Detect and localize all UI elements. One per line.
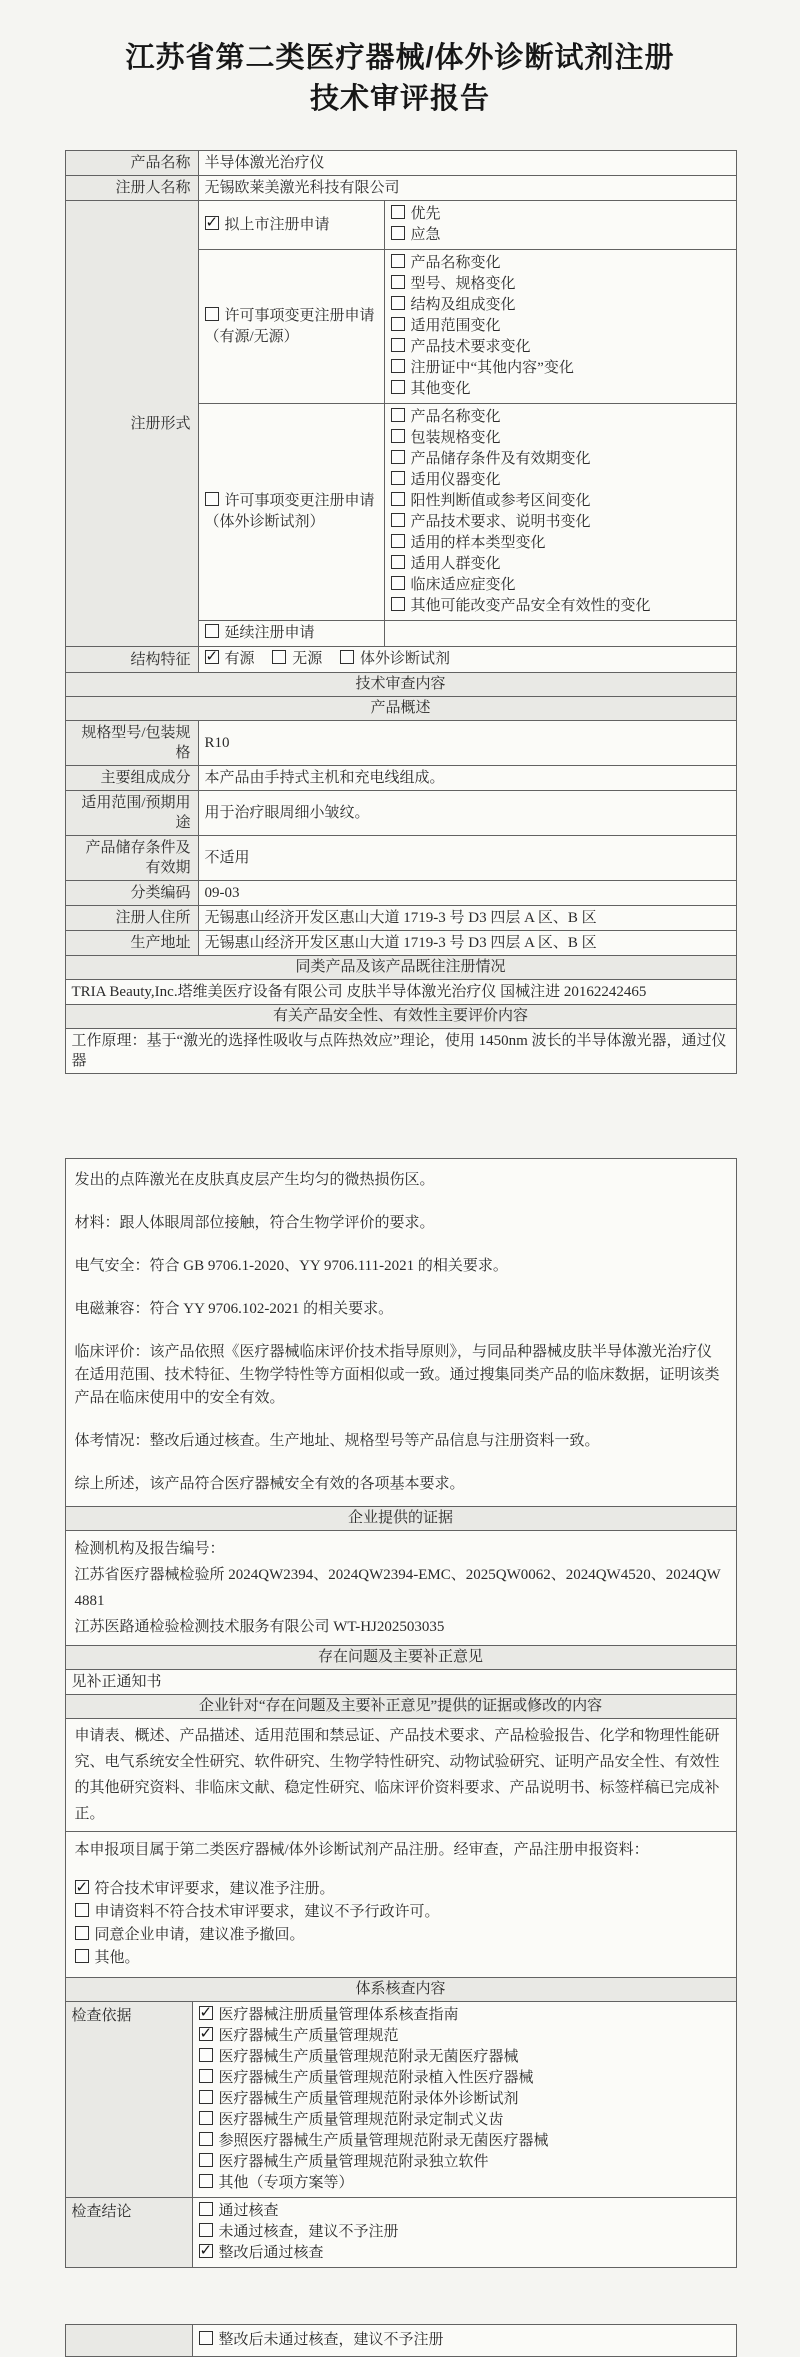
option-label: 产品名称变化 <box>410 409 501 425</box>
table-row <box>65 151 736 176</box>
checkbox-icon <box>199 2153 213 2167</box>
checkbox-icon <box>205 624 219 638</box>
checkbox-icon <box>391 576 405 590</box>
section-header: 存在问题及主要补正意见 <box>65 1646 736 1670</box>
option-label: 许可事项变更注册申请 <box>224 493 375 509</box>
registration-type-cell <box>198 201 384 250</box>
section-header-row <box>65 1978 736 2002</box>
option-label: 产品储存条件及有效期变化 <box>410 451 591 467</box>
checkbox-icon <box>391 254 405 268</box>
checkbox-item <box>391 554 730 575</box>
table-row <box>65 906 736 931</box>
option-label: 整改后通过核查 <box>218 2245 324 2261</box>
option-label-line2: （有源/无源） <box>204 328 299 345</box>
table-row-registration-form <box>65 201 736 250</box>
checkbox-icon <box>391 555 405 569</box>
checkbox-item <box>391 225 730 246</box>
section-header-row <box>65 697 736 721</box>
document-title-line2: 技术审评报告 <box>309 83 490 115</box>
checkbox-item <box>391 491 730 512</box>
option-label: 参照医疗器械生产质量管理规范附录无菌医疗器械 <box>218 2133 549 2149</box>
option-label: 有源 <box>224 651 255 667</box>
checkbox-icon <box>205 307 219 321</box>
option-label: 通过核查 <box>218 2203 279 2219</box>
checkbox-icon <box>199 2111 213 2125</box>
row-value: 无锡惠山经济开发区惠山大道 1719-3 号 D3 四层 A 区、B 区 <box>198 906 736 931</box>
option-label: 产品名称变化 <box>410 255 501 271</box>
paragraph: 电磁兼容：符合 YY 9706.102-2021 的相关要求。 <box>74 1301 394 1317</box>
paragraph: 发出的点阵激光在皮肤真皮层产生均匀的微热损伤区。 <box>74 1172 435 1188</box>
evaluation-text-cell <box>65 1159 736 1507</box>
checkbox-item <box>205 649 255 670</box>
checkbox-icon <box>205 492 219 506</box>
conclusion-options <box>75 1878 727 1970</box>
checkbox-icon <box>391 597 405 611</box>
checkbox-icon <box>205 216 219 230</box>
checkbox-item <box>205 491 378 512</box>
checkbox-item <box>391 470 730 491</box>
table-row <box>65 766 736 791</box>
row-label: 产品储存条件及有效期 <box>65 836 198 881</box>
checkbox-icon <box>391 205 405 219</box>
section-header: 企业提供的证据 <box>65 1507 736 1531</box>
table-row <box>65 836 736 881</box>
checkbox-item <box>199 2047 730 2068</box>
row-value: TRIA Beauty,Inc.塔维美医疗设备有限公司 皮肤半导体激光治疗仪 国械注进 20162242465 <box>65 980 736 1005</box>
checkbox-item <box>205 623 378 644</box>
checkbox-icon <box>199 2174 213 2188</box>
option-label: 医疗器械生产质量管理规范附录无菌医疗器械 <box>218 2049 519 2065</box>
table-row <box>65 931 736 956</box>
table-row-inspection-conclusion <box>65 2198 736 2268</box>
option-list-cell <box>384 404 736 621</box>
checkbox-item <box>199 2068 730 2089</box>
checkbox-icon <box>199 2223 213 2237</box>
section-header: 同类产品及该产品既往注册情况 <box>65 956 736 980</box>
row-label: 规格型号/包装规格 <box>65 721 198 766</box>
section-header-row <box>65 1005 736 1029</box>
registration-type-cell <box>198 621 384 647</box>
checkbox-icon <box>199 2069 213 2083</box>
conclusion-intro: 本申报项目属于第二类医疗器械/体外诊断试剂产品注册。经审查，产品注册申报资料： <box>74 1842 649 1858</box>
section-header: 企业针对“存在问题及主要补正意见”提供的证据或修改的内容 <box>65 1695 736 1719</box>
conclusion-cell <box>65 1832 736 1978</box>
section-header: 技术审查内容 <box>65 673 736 697</box>
option-list-cell <box>192 2198 736 2268</box>
section-header-row <box>65 956 736 980</box>
checkbox-item <box>391 449 730 470</box>
row-value: 无锡欧莱美激光科技有限公司 <box>198 176 736 201</box>
table-row <box>65 721 736 766</box>
document-title <box>65 0 736 120</box>
checkbox-icon <box>199 2048 213 2062</box>
option-label: 医疗器械生产质量管理规范附录体外诊断试剂 <box>218 2091 519 2107</box>
table-row <box>65 1159 736 1507</box>
checkbox-icon <box>340 650 354 664</box>
checkbox-item <box>75 1878 727 1901</box>
paragraph: 综上所述，该产品符合医疗器械安全有效的各项基本要求。 <box>74 1476 465 1492</box>
option-label: 适用范围变化 <box>410 318 501 334</box>
row-value: 用于治疗眼周细小皱纹。 <box>198 791 736 836</box>
option-label-line2: （体外诊断试剂） <box>204 514 325 530</box>
checkbox-item <box>391 533 730 554</box>
checkbox-icon <box>391 338 405 352</box>
evidence-line: 江苏省医疗器械检验所 2024QW2394、2024QW2394-EMC、2025QW0062、2024QW4520、2024QW4881 <box>74 1567 721 1609</box>
checkbox-item <box>391 379 730 400</box>
paragraph: 电气安全：符合 GB 9706.1-2020、YY 9706.111-2021 的相关要求。 <box>74 1258 508 1274</box>
checkbox-item <box>391 337 730 358</box>
checkbox-icon <box>75 1880 89 1894</box>
document-page <box>65 0 736 2357</box>
checkbox-item <box>391 428 730 449</box>
checkbox-item <box>199 2328 730 2353</box>
option-label: 优先 <box>410 206 441 222</box>
checkbox-item <box>199 2201 730 2222</box>
row-value: 半导体激光治疗仪 <box>198 151 736 176</box>
evidence-cell <box>65 1531 736 1646</box>
checkbox-icon <box>199 2027 213 2041</box>
option-label: 整改后未通过核查，建议不予注册 <box>218 2332 444 2348</box>
checkbox-item <box>391 512 730 533</box>
checkbox-icon <box>272 650 286 664</box>
row-label: 注册形式 <box>65 201 198 647</box>
checkbox-item <box>199 2152 730 2173</box>
table-row <box>65 1531 736 1646</box>
checkbox-item <box>391 295 730 316</box>
option-label: 许可事项变更注册申请 <box>224 307 375 324</box>
option-label: 型号、规格变化 <box>410 276 516 292</box>
row-label-empty <box>65 2325 192 2357</box>
option-label: 拟上市注册申请 <box>224 216 330 233</box>
option-list-cell <box>384 250 736 404</box>
table-row <box>65 881 736 906</box>
checkbox-item <box>199 2005 730 2026</box>
checkbox-icon <box>391 359 405 373</box>
checkbox-icon <box>391 429 405 443</box>
checkbox-icon <box>199 2331 213 2345</box>
option-label: 临床适应症变化 <box>410 577 516 593</box>
option-list-cell <box>384 621 736 647</box>
checkbox-icon <box>75 1926 89 1940</box>
row-label: 结构特征 <box>65 647 198 673</box>
option-label: 其他变化 <box>410 381 471 397</box>
option-label: 其他。 <box>94 1950 140 1966</box>
registration-info-table <box>65 150 737 1074</box>
section-header: 有关产品安全性、有效性主要评价内容 <box>65 1005 736 1029</box>
checkbox-item <box>75 1901 727 1924</box>
row-label: 适用范围/预期用途 <box>65 791 198 836</box>
option-label: 医疗器械生产质量管理规范附录植入性医疗器械 <box>218 2070 534 2086</box>
checkbox-item <box>75 1924 727 1947</box>
option-list-cell <box>192 2002 736 2198</box>
checkbox-icon <box>199 2006 213 2020</box>
section-header-row <box>65 673 736 697</box>
option-label: 包装规格变化 <box>410 430 501 446</box>
option-label: 应急 <box>410 227 441 243</box>
checkbox-icon <box>75 1949 89 1963</box>
option-list-cell <box>198 647 736 673</box>
table-row <box>65 2325 736 2357</box>
evaluation-table <box>65 1158 737 2268</box>
checkbox-item <box>391 407 730 428</box>
option-label: 申请资料不符合技术审评要求，建议不予行政许可。 <box>94 1904 440 1920</box>
option-label: 其他可能改变产品安全有效性的变化 <box>410 598 651 614</box>
evidence-line: 检测机构及报告编号： <box>74 1541 225 1557</box>
option-label: 未通过核查，建议不予注册 <box>218 2224 399 2240</box>
option-label: 适用人群变化 <box>410 556 501 572</box>
checkbox-item <box>75 1947 727 1970</box>
paragraph: 体考情况：整改后通过核查。生产地址、规格型号等产品信息与注册资料一致。 <box>74 1433 600 1449</box>
registration-type-cell <box>198 404 384 621</box>
checkbox-icon <box>391 226 405 240</box>
option-label: 无源 <box>292 651 323 667</box>
checkbox-icon <box>199 2202 213 2216</box>
option-label: 延续注册申请 <box>224 625 315 641</box>
checkbox-item <box>272 649 322 670</box>
table-row-structure <box>65 647 736 673</box>
checkbox-icon <box>75 1903 89 1917</box>
checkbox-item <box>199 2131 730 2152</box>
section-header: 产品概述 <box>65 697 736 721</box>
checkbox-icon <box>391 492 405 506</box>
checkbox-item <box>391 204 730 225</box>
option-label: 产品技术要求变化 <box>410 339 531 355</box>
document-title-line1: 江苏省第二类医疗器械/体外诊断试剂注册 <box>125 42 675 74</box>
table-row <box>65 1719 736 1832</box>
table-row-conclusion <box>65 1832 736 1978</box>
table-row <box>65 791 736 836</box>
table-row <box>65 980 736 1005</box>
continuation-table <box>65 2324 737 2357</box>
option-label: 医疗器械生产质量管理规范附录定制式义齿 <box>218 2112 504 2128</box>
row-label: 注册人名称 <box>65 176 198 201</box>
checkbox-item <box>199 2222 730 2243</box>
checkbox-icon <box>205 650 219 664</box>
checkbox-icon <box>199 2244 213 2258</box>
section-header-row <box>65 1695 736 1719</box>
checkbox-icon <box>391 513 405 527</box>
checkbox-icon <box>391 296 405 310</box>
overview-rows <box>65 721 736 956</box>
checkbox-icon <box>391 380 405 394</box>
row-value: 本产品由手持式主机和充电线组成。 <box>198 766 736 791</box>
checkbox-item <box>199 2243 730 2264</box>
checkbox-icon <box>199 2132 213 2146</box>
option-list-cell <box>384 201 736 250</box>
checkbox-icon <box>391 534 405 548</box>
evidence-line: 江苏医路通检验检测技术服务有限公司 WT-HJ202503035 <box>74 1619 445 1635</box>
option-label: 适用仪器变化 <box>410 472 501 488</box>
row-value: 无锡惠山经济开发区惠山大道 1719-3 号 D3 四层 A 区、B 区 <box>198 931 736 956</box>
option-label: 医疗器械注册质量管理体系核查指南 <box>218 2007 459 2023</box>
checkbox-item <box>391 575 730 596</box>
row-label: 检查依据 <box>65 2002 192 2198</box>
checkbox-item <box>340 649 450 670</box>
row-label: 检查结论 <box>65 2198 192 2268</box>
checkbox-icon <box>391 275 405 289</box>
row-label: 分类编码 <box>65 881 198 906</box>
section-header-row <box>65 1507 736 1531</box>
row-label: 主要组成成分 <box>65 766 198 791</box>
option-label: 符合技术审评要求，建议准予注册。 <box>94 1881 335 1897</box>
checkbox-item <box>391 358 730 379</box>
option-label: 医疗器械生产质量管理规范附录独立软件 <box>218 2154 489 2170</box>
table-row <box>65 1670 736 1695</box>
row-value: 申请表、概述、产品描述、适用范围和禁忌证、产品技术要求、产品检验报告、化学和物理性能研究、电气系统安全性研究、软件研究、生物学特性研究、动物试验研究、证明产品安全性、有效性的其他研究资料、非临床文献、稳定性研究、临床评价资料要求、产品说明书、标签样稿已完成补正。 <box>65 1719 736 1832</box>
checkbox-item <box>205 215 378 236</box>
table-row-inspection-basis <box>65 2002 736 2198</box>
option-label: 同意企业申请，建议准予撤回。 <box>94 1927 305 1943</box>
checkbox-item <box>199 2026 730 2047</box>
option-label: 注册证中“其他内容”变化 <box>410 360 574 376</box>
table-row <box>65 176 736 201</box>
checkbox-icon <box>391 471 405 485</box>
option-label: 结构及组成变化 <box>410 297 516 313</box>
row-value: 工作原理：基于“激光的选择性吸收与点阵热效应”理论，使用 1450nm 波长的半导体激光器，通过仪器 <box>65 1029 736 1074</box>
option-label: 医疗器械生产质量管理规范 <box>218 2028 399 2044</box>
checkbox-icon <box>391 408 405 422</box>
paragraph: 临床评价：该产品依照《医疗器械临床评价技术指导原则》，与同品种器械皮肤半导体激光治疗仪在适用范围、技术特征、生物学特性等方面相似或一致。通过搜集同类产品的临床数据，证明该类产品在临床使用中的安全有效。 <box>74 1344 720 1406</box>
option-label: 产品技术要求、说明书变化 <box>410 514 591 530</box>
checkbox-item <box>391 316 730 337</box>
checkbox-icon <box>391 450 405 464</box>
table-row <box>65 1029 736 1074</box>
checkbox-item <box>199 2089 730 2110</box>
row-label: 产品名称 <box>65 151 198 176</box>
row-value: R10 <box>198 721 736 766</box>
checkbox-icon <box>199 2090 213 2104</box>
option-list-cell <box>192 2325 736 2357</box>
row-value: 不适用 <box>198 836 736 881</box>
checkbox-item <box>391 596 730 617</box>
option-label: 其他（专项方案等） <box>218 2175 354 2191</box>
row-label: 生产地址 <box>65 931 198 956</box>
checkbox-item <box>205 306 378 327</box>
checkbox-item <box>199 2110 730 2131</box>
row-label: 注册人住所 <box>65 906 198 931</box>
paragraph: 材料：跟人体眼周部位接触，符合生物学评价的要求。 <box>74 1215 435 1231</box>
row-value: 见补正通知书 <box>65 1670 736 1695</box>
section-header-row <box>65 1646 736 1670</box>
checkbox-icon <box>391 317 405 331</box>
row-value: 09-03 <box>198 881 736 906</box>
checkbox-item <box>199 2173 730 2194</box>
registration-type-cell <box>198 250 384 404</box>
checkbox-item <box>391 253 730 274</box>
checkbox-item <box>391 274 730 295</box>
option-label: 体外诊断试剂 <box>360 651 451 667</box>
option-label: 适用的样本类型变化 <box>410 535 546 551</box>
section-header: 体系核查内容 <box>65 1978 736 2002</box>
option-label: 阳性判断值或参考区间变化 <box>410 493 591 509</box>
